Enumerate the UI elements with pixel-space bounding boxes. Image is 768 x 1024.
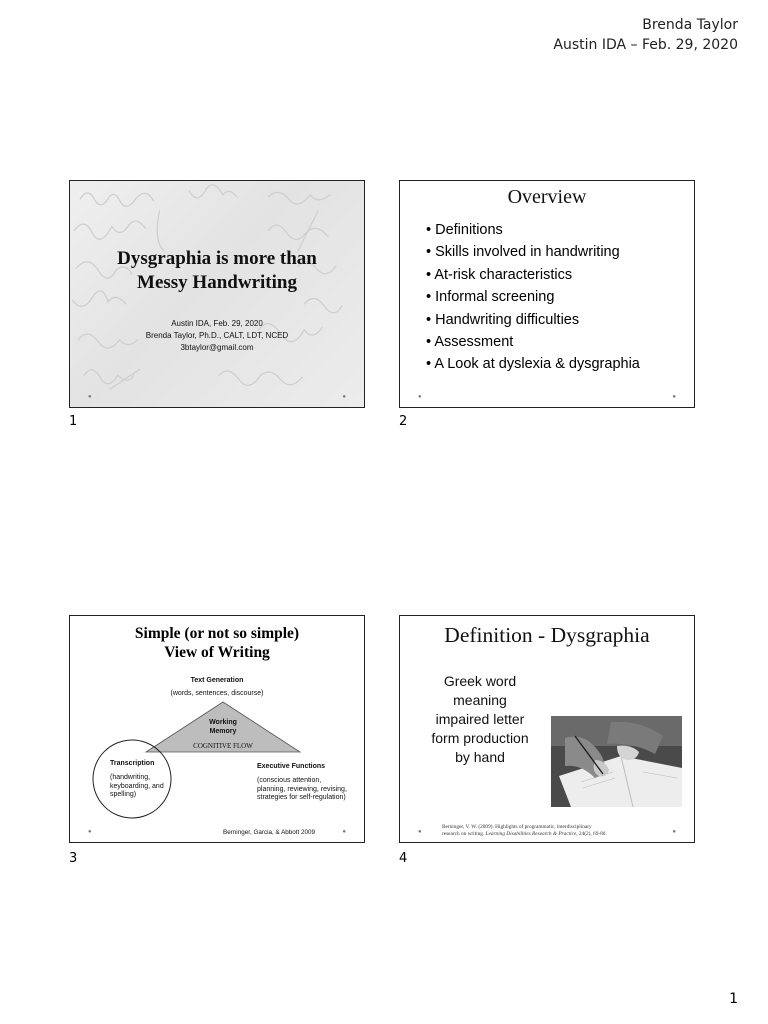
child-writing-photo	[551, 716, 682, 807]
list-item: • A Look at dyslexia & dysgraphia	[426, 353, 640, 375]
executive-sub-line3: strategies for self-regulation)	[257, 794, 346, 801]
list-item: • Skills involved in handwriting	[426, 241, 640, 263]
slide-1-title	[70, 247, 364, 295]
working-memory-label	[194, 719, 252, 736]
definition-line5: by hand	[455, 749, 505, 765]
list-item: • Assessment	[426, 331, 640, 353]
slide-1-title-line1: Dysgraphia is more than	[117, 248, 317, 269]
executive-functions-label: Executive Functions	[257, 763, 326, 770]
slide-2	[399, 180, 695, 408]
slide-1-presenter: Brenda Taylor, Ph.D., CALT, LDT, NCED	[145, 331, 289, 340]
slide-number-3: 3	[69, 851, 78, 866]
slide-1-email: 3btaylor@gmail.com	[180, 343, 254, 352]
slide-dot: ●	[88, 829, 92, 835]
definition-text	[412, 672, 548, 767]
definition-line4: form production	[431, 730, 529, 746]
definition-line2: meaning	[453, 692, 507, 708]
slide-dot: ●	[418, 829, 422, 835]
text-generation-label: Text Generation	[190, 677, 244, 684]
reference-journal: Learning Disabilities Research & Practice,	[485, 831, 578, 837]
slide-1-title-line2: Messy Handwriting	[137, 272, 297, 293]
slide-number-1: 1	[69, 414, 78, 429]
slide-3	[69, 615, 365, 843]
slide-dot: ●	[672, 394, 676, 400]
header-event: Austin IDA – Feb. 29, 2020	[553, 37, 738, 53]
working-memory-line2: Memory	[209, 727, 237, 735]
reference-line1: Berninger, V. W. (2009). Highlights of programmatic, interdisciplinary	[442, 824, 592, 830]
executive-sub-line2: planning, reviewing, revising,	[257, 785, 347, 793]
list-item: • Handwriting difficulties	[426, 309, 640, 331]
reference-text: research on writing.	[442, 831, 485, 837]
slide-number-2: 2	[399, 414, 408, 429]
list-item: • Definitions	[426, 219, 640, 241]
transcription-sub-line3: spelling)	[110, 791, 137, 798]
slide-dot: ●	[342, 829, 346, 835]
slide-4-title: Definition - Dysgraphia	[444, 623, 650, 647]
transcription-sub	[110, 774, 164, 800]
cognitive-flow-label: COGNITIVE FLOW	[193, 742, 253, 750]
slide-3-title-line2: View of Writing	[164, 644, 270, 661]
slide-2-title: Overview	[507, 186, 587, 208]
slide-dot: ●	[672, 829, 676, 835]
slide-3-citation: Berninger, Garcia, & Abbott 2009	[223, 829, 316, 836]
transcription-sub-line1: (handwriting,	[110, 774, 151, 781]
slide-3-title-line1: Simple (or not so simple)	[134, 625, 300, 642]
slide-dot: ●	[342, 394, 346, 400]
definition-line1: Greek word	[443, 673, 517, 689]
working-memory-line1: Working	[209, 719, 237, 726]
slide-number-4: 4	[399, 851, 408, 866]
slide-1-event: Austin IDA, Feb. 29, 2020	[171, 319, 263, 328]
text-generation-sub: (words, sentences, discourse)	[170, 690, 264, 697]
slide-1-subtitle	[70, 318, 364, 354]
transcription-label: Transcription	[110, 760, 155, 767]
definition-line3: impaired letter	[435, 711, 525, 727]
slide-1	[69, 180, 365, 408]
header-author: Brenda Taylor	[642, 17, 738, 33]
transcription-sub-line2: keyboarding, and	[110, 782, 164, 790]
slide-dot: ●	[418, 394, 422, 400]
slide-dot: ●	[88, 394, 92, 400]
executive-sub-line1: (conscious attention,	[257, 777, 322, 784]
slide-4-reference	[442, 824, 674, 838]
reference-line2	[442, 831, 674, 838]
reference-volume: 24(2), 69-80.	[578, 831, 607, 837]
list-item: • Informal screening	[426, 286, 640, 308]
list-item: • At-risk characteristics	[426, 264, 640, 286]
page-number: 1	[729, 991, 738, 1007]
overview-list	[426, 219, 640, 376]
executive-functions-sub	[257, 777, 347, 803]
slide-4	[399, 615, 695, 843]
